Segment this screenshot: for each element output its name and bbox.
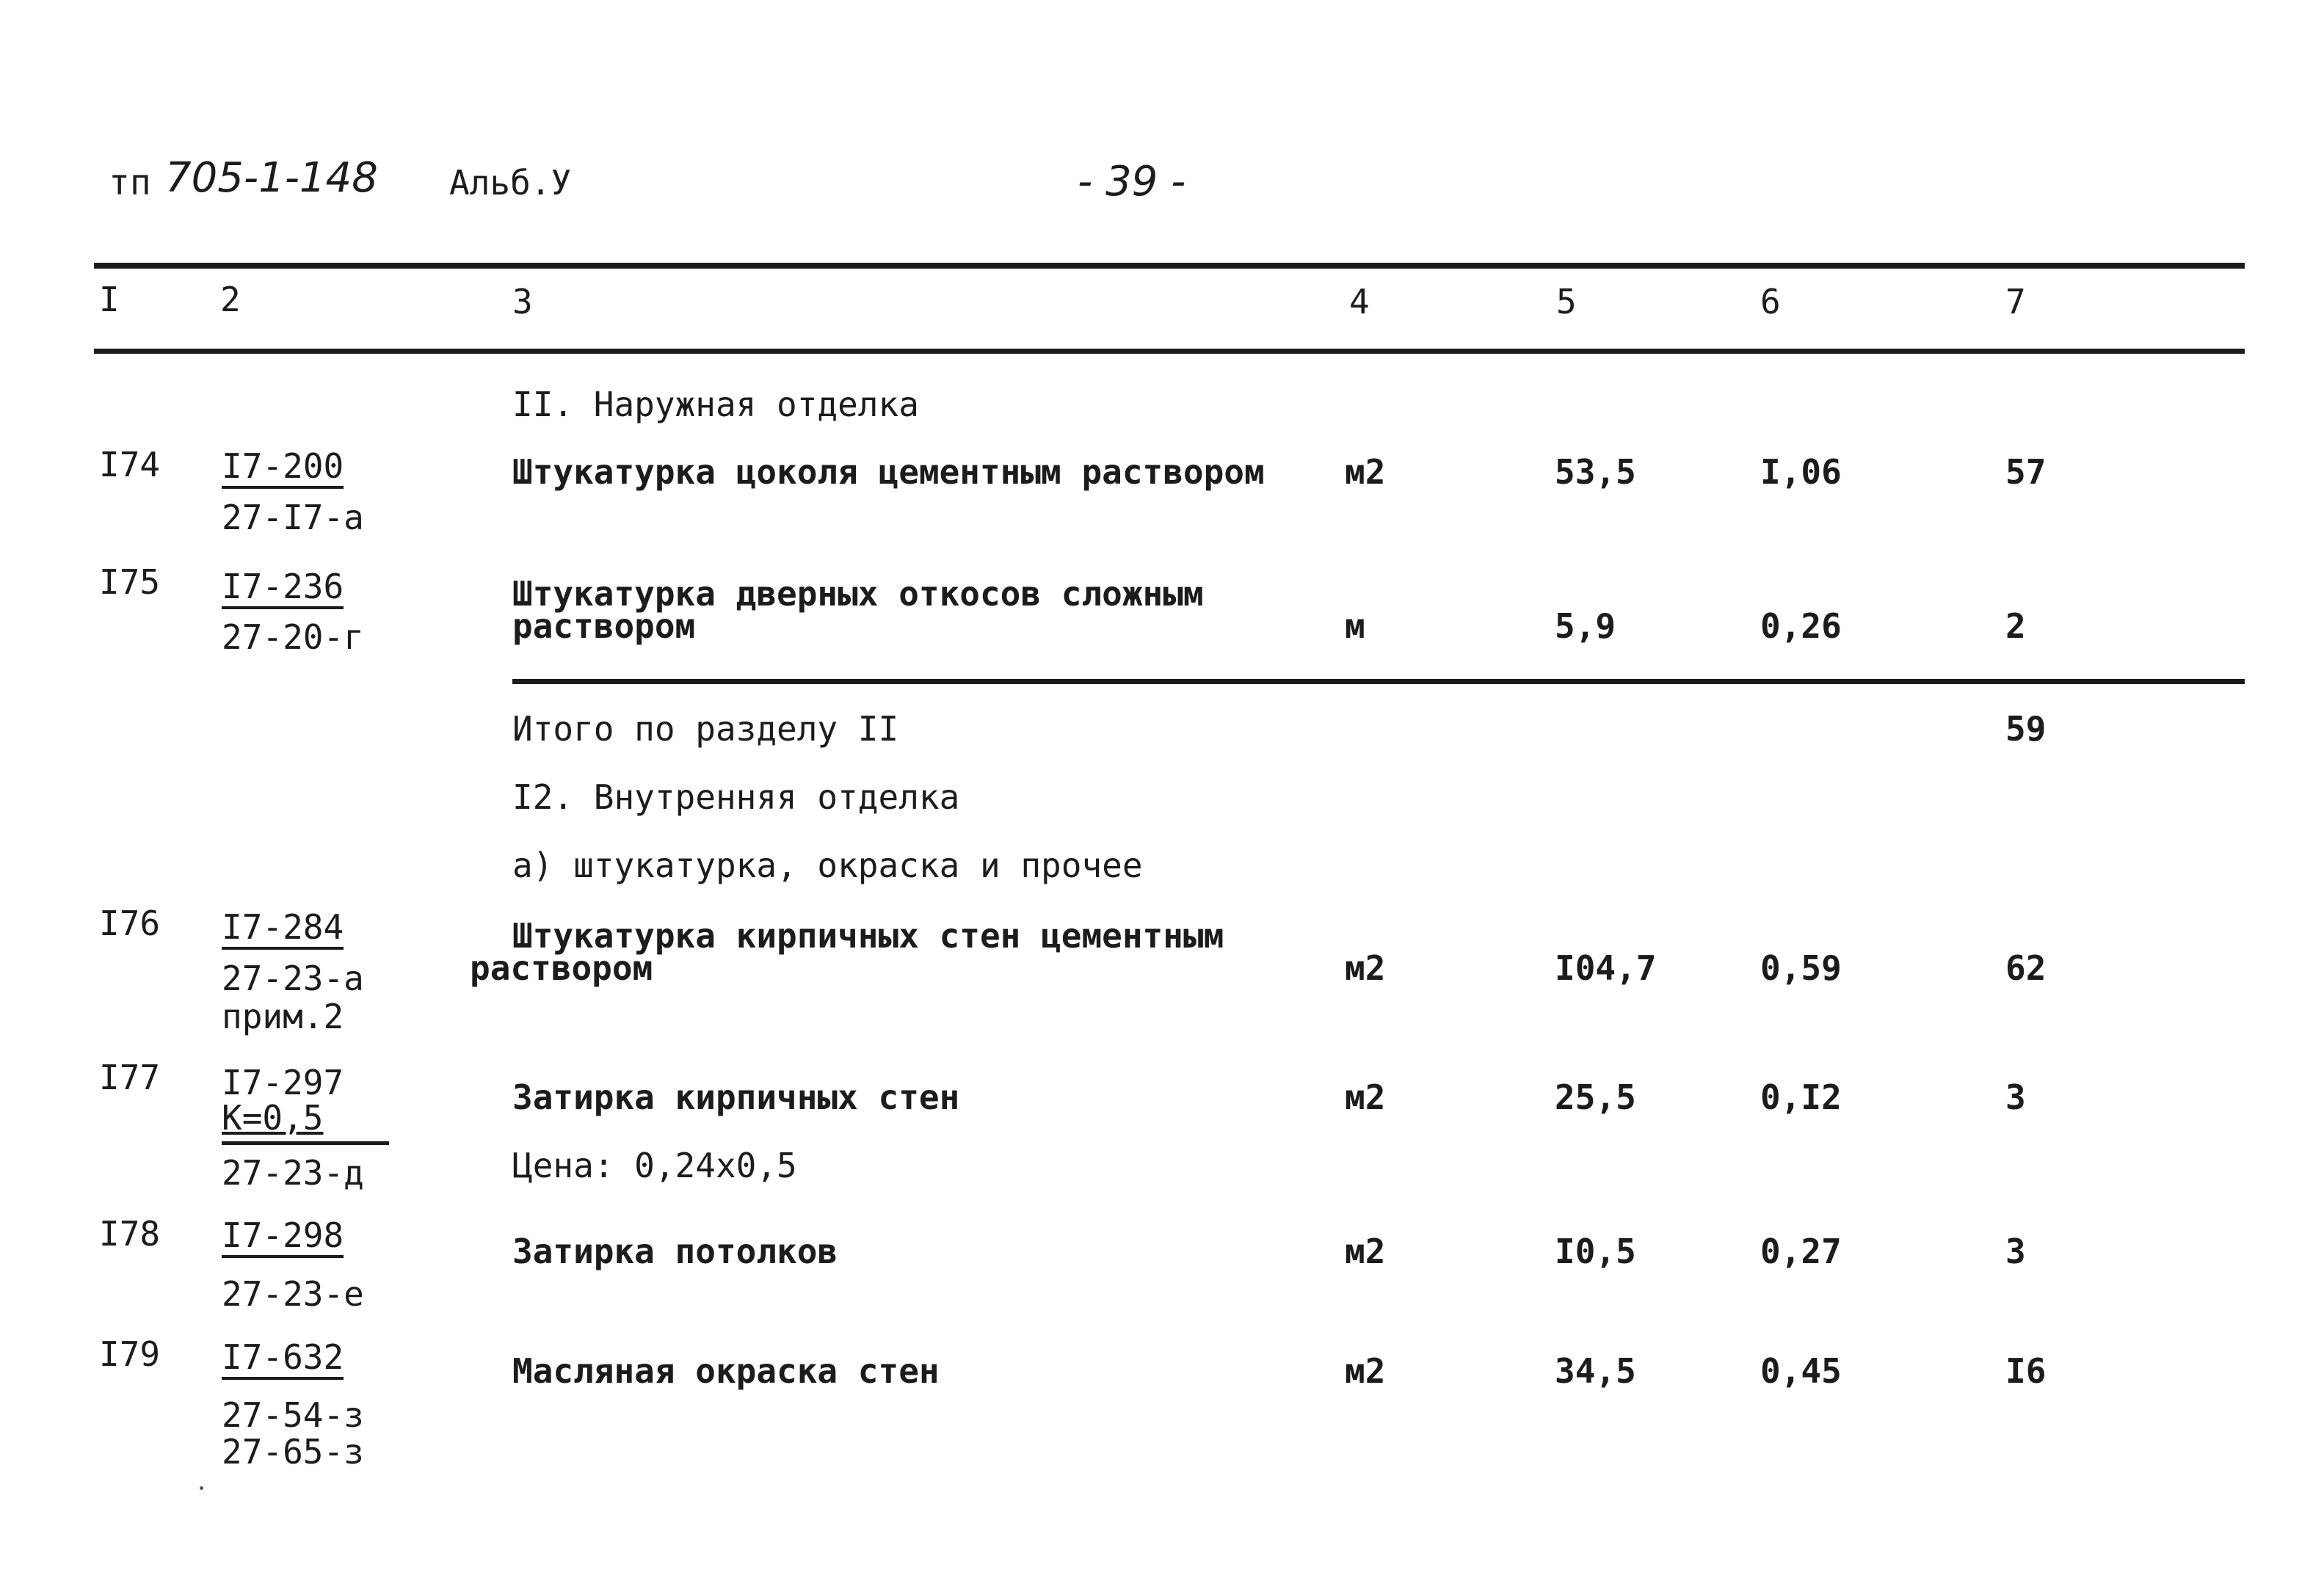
scan-speck (200, 1486, 203, 1490)
row-179-desc: Масляная окраска стен (512, 1351, 940, 1391)
row-176-note: прим.2 (222, 997, 344, 1036)
row-174-desc: Штукатурка цоколя цементным раствором (512, 452, 1265, 492)
row-179-code: I7-632 (222, 1340, 344, 1380)
row-177-price: 0,I2 (1760, 1077, 1842, 1117)
row-176-desc-line1: Штукатурка кирпичных стен цементным (512, 916, 1224, 956)
row-179-ref: 27-54-з (222, 1395, 364, 1435)
row-175-qty: 5,9 (1555, 606, 1616, 646)
row-178-code: I7-298 (222, 1218, 344, 1258)
row-177-price-note: Цена: 0,24х0,5 (512, 1146, 797, 1185)
subtotal-label: Итого по разделу II (512, 709, 899, 749)
row-179-price: 0,45 (1760, 1351, 1842, 1391)
col-header-6: 6 (1760, 282, 1781, 321)
row-175-total: 2 (2005, 606, 2026, 646)
row-175-ref: 27-20-г (222, 617, 364, 657)
doc-number: 705-1-148 (165, 154, 378, 202)
row-179-unit: м2 (1345, 1351, 1386, 1391)
row-176-ref: 27-23-а (222, 959, 364, 998)
row-177-qty: 25,5 (1555, 1077, 1636, 1117)
row-178-num: I78 (99, 1214, 161, 1254)
row-176-total: 62 (2005, 948, 2047, 988)
header-rule (94, 349, 2245, 354)
row-177-ref: 27-23-д (222, 1153, 364, 1193)
row-179-ref2: 27-65-з (222, 1432, 364, 1472)
row-178-qty: I0,5 (1555, 1232, 1636, 1271)
row-175-num: I75 (99, 562, 161, 602)
row-174-qty: 53,5 (1555, 452, 1636, 492)
album-label: Альб.У (449, 163, 572, 203)
row-175-desc-line1: Штукатурка дверных откосов сложным (512, 574, 1204, 614)
row-178-total: 3 (2005, 1232, 2026, 1271)
page-number: - 39 - (1078, 158, 1186, 206)
col-header-5: 5 (1556, 282, 1577, 321)
col-header-3: 3 (512, 282, 533, 321)
row-177-desc: Затирка кирпичных стен (512, 1077, 960, 1117)
row-175-desc-line2: раствором (512, 606, 696, 646)
row-176-num: I76 (99, 903, 161, 943)
row-174-total: 57 (2005, 452, 2047, 492)
col-header-4: 4 (1349, 282, 1370, 321)
section-ii-title: II. Наружная отделка (512, 385, 919, 424)
row-177-num: I77 (99, 1058, 161, 1097)
row-177-total: 3 (2005, 1077, 2026, 1117)
doc-prefix: тп (109, 162, 151, 203)
row-179-qty: 34,5 (1555, 1351, 1636, 1391)
row-179-total: I6 (2005, 1351, 2047, 1391)
row-179-num: I79 (99, 1334, 161, 1374)
row-175-unit: м (1345, 606, 1365, 646)
row-176-code: I7-284 (222, 910, 344, 950)
row-178-unit: м2 (1345, 1232, 1386, 1271)
col-header-7: 7 (2005, 282, 2026, 321)
row-176-qty: I04,7 (1555, 948, 1657, 988)
col-header-2: 2 (220, 280, 241, 319)
row-175-price: 0,26 (1760, 606, 1842, 646)
col-header-1: I (99, 280, 120, 319)
row-174-ref: 27-I7-а (222, 498, 364, 537)
row-174-price: I,06 (1760, 452, 1842, 492)
row-177-fraction-rule (222, 1141, 389, 1145)
top-rule (94, 263, 2245, 269)
row-174-unit: м2 (1345, 452, 1386, 492)
subtotal-value: 59 (2005, 709, 2047, 749)
row-177-coef: К=0,5 (222, 1098, 324, 1138)
row-174-num: I74 (99, 445, 161, 484)
subtotal-rule (512, 679, 2245, 684)
row-177-unit: м2 (1345, 1077, 1386, 1117)
section-12-subtitle: а) штукатурка, окраска и прочее (512, 846, 1143, 885)
row-174-code: I7-200 (222, 449, 344, 489)
row-177-code: I7-297 (222, 1063, 344, 1102)
section-12-title: I2. Внутренняя отделка (512, 777, 960, 817)
row-176-desc-line2: раствором (470, 948, 653, 988)
row-178-ref: 27-23-е (222, 1274, 364, 1314)
row-175-code: I7-236 (222, 570, 344, 609)
row-178-desc: Затирка потолков (512, 1232, 838, 1271)
row-176-unit: м2 (1345, 948, 1386, 988)
row-178-price: 0,27 (1760, 1232, 1842, 1271)
row-176-price: 0,59 (1760, 948, 1842, 988)
